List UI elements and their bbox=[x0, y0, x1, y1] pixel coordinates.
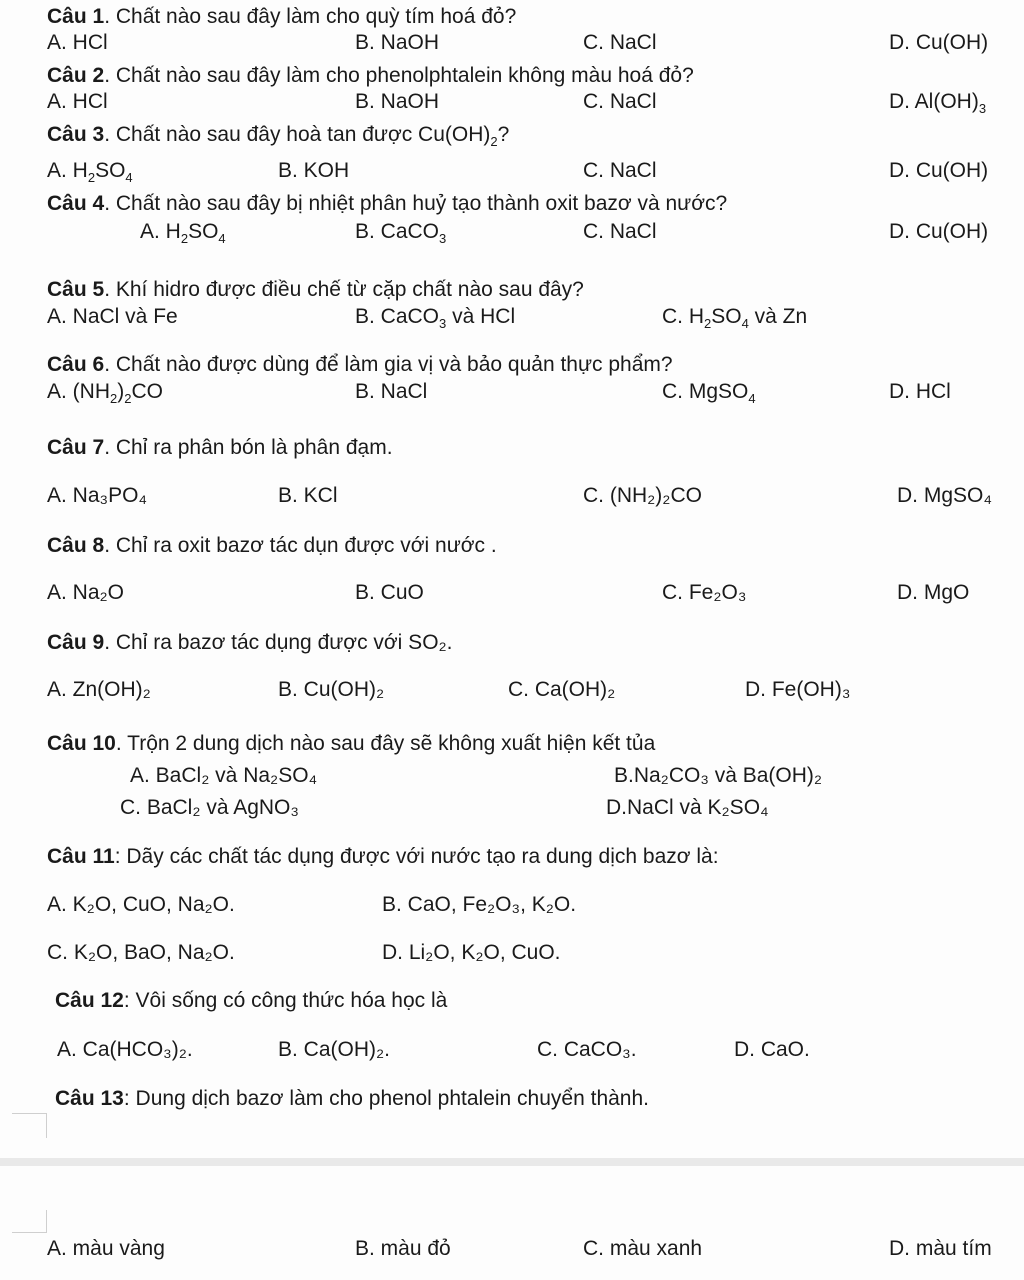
q1-option-d: D. Cu(OH) bbox=[889, 31, 989, 54]
q4-option-d: D. Cu(OH) bbox=[889, 220, 989, 243]
question-number: Câu 8 bbox=[47, 534, 105, 557]
question-number: Câu 3 bbox=[47, 123, 105, 146]
q13-option-a: A. màu vàng bbox=[47, 1237, 165, 1260]
question-number: Câu 2 bbox=[47, 64, 105, 87]
question-5: Câu 5. Khí hidro được điều chế từ cặp chất nào sau đây? bbox=[47, 278, 584, 301]
question-6: Câu 6. Chất nào được dùng để làm gia vị và bảo quản thực phẩm? bbox=[47, 353, 673, 376]
q7-option-a: A. Na₃PO₄ bbox=[47, 484, 147, 507]
question-number: Câu 12 bbox=[55, 989, 124, 1012]
q3-option-b: B. KOH bbox=[278, 159, 350, 182]
q3-option-d: D. Cu(OH) bbox=[889, 159, 989, 182]
q2-option-b: B. NaOH bbox=[355, 90, 440, 113]
question-number: Câu 4 bbox=[47, 192, 105, 215]
q11-option-b: B. CaO, Fe₂O₃, K₂O. bbox=[382, 893, 577, 916]
question-10: Câu 10. Trộn 2 dung dịch nào sau đây sẽ không xuất hiện kết tủa bbox=[47, 732, 656, 755]
q11-option-c: C. K₂O, BaO, Na₂O. bbox=[47, 941, 235, 964]
q11-option-d: D. Li₂O, K₂O, CuO. bbox=[382, 941, 561, 964]
q7-option-d: D. MgSO₄ bbox=[897, 484, 992, 507]
question-11: Câu 11: Dãy các chất tác dụng được với nước tạo ra dung dịch bazơ là: bbox=[47, 845, 719, 868]
question-4: Câu 4. Chất nào sau đây bị nhiệt phân huỷ tạo thành oxit bazơ và nước? bbox=[47, 192, 728, 215]
question-number: Câu 11 bbox=[47, 845, 115, 868]
q12-option-d: D. CaO. bbox=[734, 1038, 810, 1061]
q11-option-a: A. K₂O, CuO, Na₂O. bbox=[47, 893, 235, 916]
question-number: Câu 5 bbox=[47, 278, 105, 301]
q8-option-b: B. CuO bbox=[355, 581, 424, 604]
q9-option-a: A. Zn(OH)₂ bbox=[47, 678, 151, 701]
q13-option-b: B. màu đỏ bbox=[355, 1237, 451, 1260]
question-number: Câu 13 bbox=[55, 1087, 124, 1110]
q3-option-a: A. $H_2SO_4$ bbox=[47, 159, 133, 185]
question-number: Câu 7 bbox=[47, 436, 105, 459]
question-8: Câu 8. Chỉ ra oxit bazơ tác dụn được với nước . bbox=[47, 534, 497, 557]
question-7: Câu 7. Chỉ ra phân bón là phân đạm. bbox=[47, 436, 393, 459]
q10-option-b: B.Na₂CO₃ và Ba(OH)₂ bbox=[614, 764, 823, 787]
q8-option-c: C. Fe₂O₃ bbox=[662, 581, 747, 604]
question-number: Câu 9 bbox=[47, 631, 105, 654]
q13-option-c: C. màu xanh bbox=[583, 1237, 703, 1260]
q9-option-c: C. Ca(OH)₂ bbox=[508, 678, 616, 701]
q6-option-c: C. MgSO$_4$ bbox=[662, 380, 756, 406]
q4-option-a: A. $H_2SO_4$ bbox=[140, 220, 226, 246]
q1-option-c: C. NaCl bbox=[583, 31, 657, 54]
question-1: Câu 1. Chất nào sau đây làm cho quỳ tím hoá đỏ? bbox=[47, 5, 517, 28]
question-2: Câu 2. Chất nào sau đây làm cho phenolphtalein không màu hoá đỏ? bbox=[47, 64, 694, 87]
q8-option-d: D. MgO bbox=[897, 581, 970, 604]
q7-option-c: C. (NH₂)₂CO bbox=[583, 484, 702, 507]
question-9: Câu 9. Chỉ ra bazơ tác dụng được với SO₂. bbox=[47, 631, 453, 654]
section-divider bbox=[0, 1158, 1024, 1166]
q5-option-a: A. NaCl và Fe bbox=[47, 305, 178, 328]
q3-option-c: C. NaCl bbox=[583, 159, 657, 182]
q6-option-d: D. HCl bbox=[889, 380, 951, 403]
question-12: Câu 12: Vôi sống có công thức hóa học là bbox=[55, 989, 448, 1012]
crop-corner-mark bbox=[12, 1113, 47, 1138]
q6-option-a: A. $(NH_2)_2CO$ bbox=[47, 380, 163, 406]
question-3: Câu 3. Chất nào sau đây hoà tan được $Cu(OH)_2$? bbox=[47, 123, 510, 149]
question-number: Câu 1 bbox=[47, 5, 105, 28]
q2-option-c: C. NaCl bbox=[583, 90, 657, 113]
q12-option-a: A. Ca(HCO₃)₂. bbox=[57, 1038, 193, 1061]
q6-option-b: B. NaCl bbox=[355, 380, 428, 403]
q9-option-d: D. Fe(OH)₃ bbox=[745, 678, 851, 701]
q5-option-b: B. CaCO$_3$ và HCl bbox=[355, 305, 516, 331]
q2-option-d: D. $Al(OH)_3$ bbox=[889, 90, 987, 116]
q10-option-d: D.NaCl và K₂SO₄ bbox=[606, 796, 769, 819]
q1-option-a: A. HCl bbox=[47, 31, 108, 54]
q5-option-c: C. $H_2SO_4$ và Zn bbox=[662, 305, 808, 331]
q1-option-b: B. NaOH bbox=[355, 31, 440, 54]
q12-option-b: B. Ca(OH)₂. bbox=[278, 1038, 390, 1061]
q10-option-a: A. BaCl₂ và Na₂SO₄ bbox=[130, 764, 318, 787]
q8-option-a: A. Na₂O bbox=[47, 581, 125, 604]
q4-option-c: C. NaCl bbox=[583, 220, 657, 243]
q9-option-b: B. Cu(OH)₂ bbox=[278, 678, 385, 701]
question-number: Câu 6 bbox=[47, 353, 105, 376]
question-number: Câu 10 bbox=[47, 732, 116, 755]
q4-option-b: B. CaCO$_3$ bbox=[355, 220, 447, 246]
q12-option-c: C. CaCO₃. bbox=[537, 1038, 637, 1061]
q2-option-a: A. HCl bbox=[47, 90, 108, 113]
question-13: Câu 13: Dung dịch bazơ làm cho phenol phtalein chuyển thành. bbox=[55, 1087, 649, 1110]
crop-corner-mark bbox=[12, 1210, 47, 1233]
q10-option-c: C. BaCl₂ và AgNO₃ bbox=[120, 796, 299, 819]
q7-option-b: B. KCl bbox=[278, 484, 338, 507]
q13-option-d: D. màu tím bbox=[889, 1237, 992, 1260]
